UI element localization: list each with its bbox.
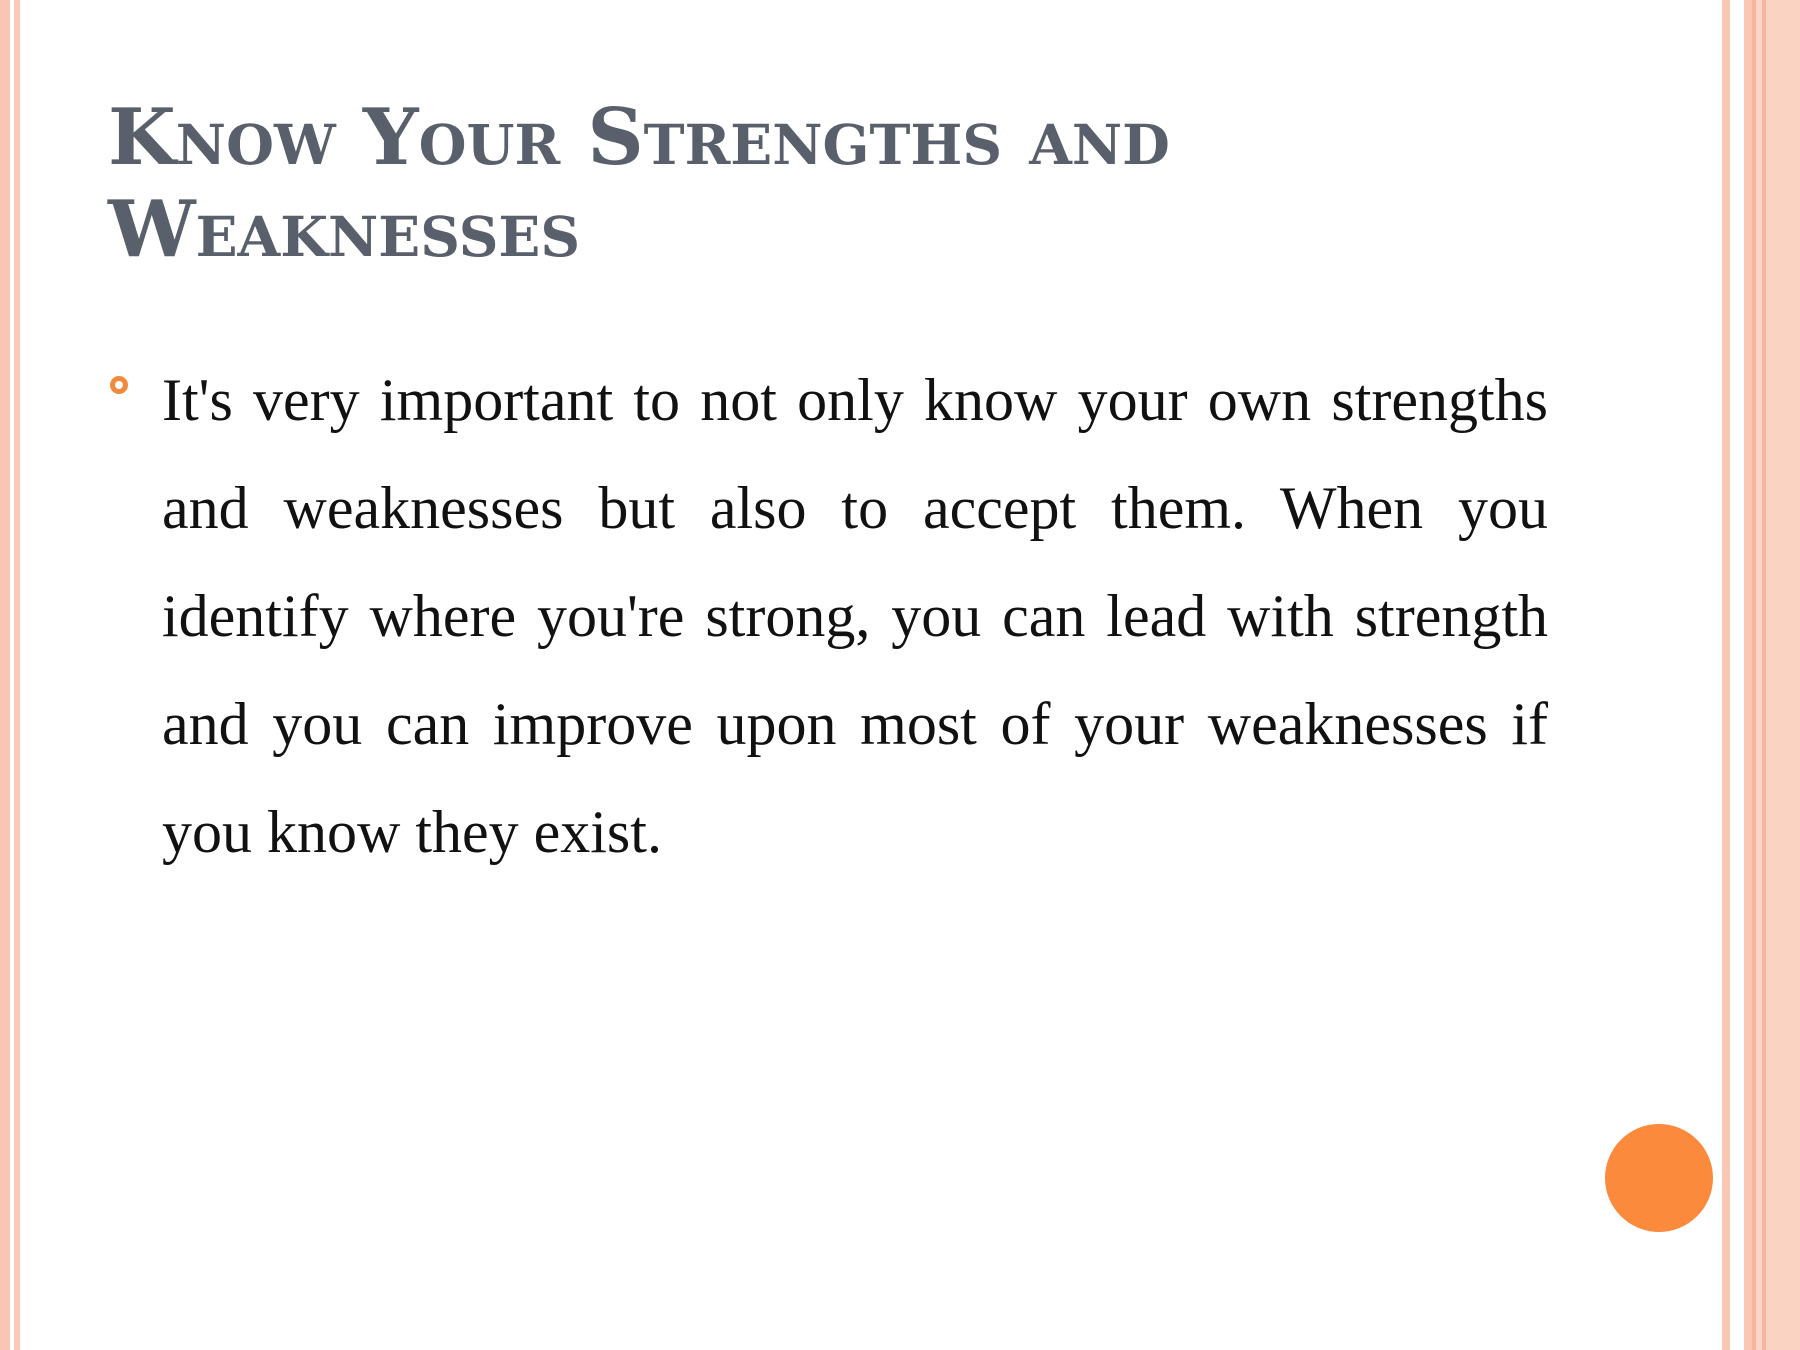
left-border-stripe-inner: [14, 0, 20, 1350]
right-border-stripe: [1744, 0, 1752, 1350]
right-border-band: [1766, 0, 1800, 1350]
bullet-text: It's very important to not only know your own strengths and weaknesses but also to accept them. When you identify where you're strong, you can lead with strength and you can improve upon most of your weaknesses if you know they exist.: [162, 367, 1548, 865]
decorative-circle: [1605, 1124, 1713, 1232]
slide-title: Know Your Strengths and Weaknesses: [108, 92, 1170, 275]
left-border-stripe: [0, 0, 10, 1350]
right-border-stripe: [1722, 0, 1730, 1350]
right-border-gap: [1730, 0, 1744, 1350]
circle-bullet-icon: [110, 376, 128, 394]
